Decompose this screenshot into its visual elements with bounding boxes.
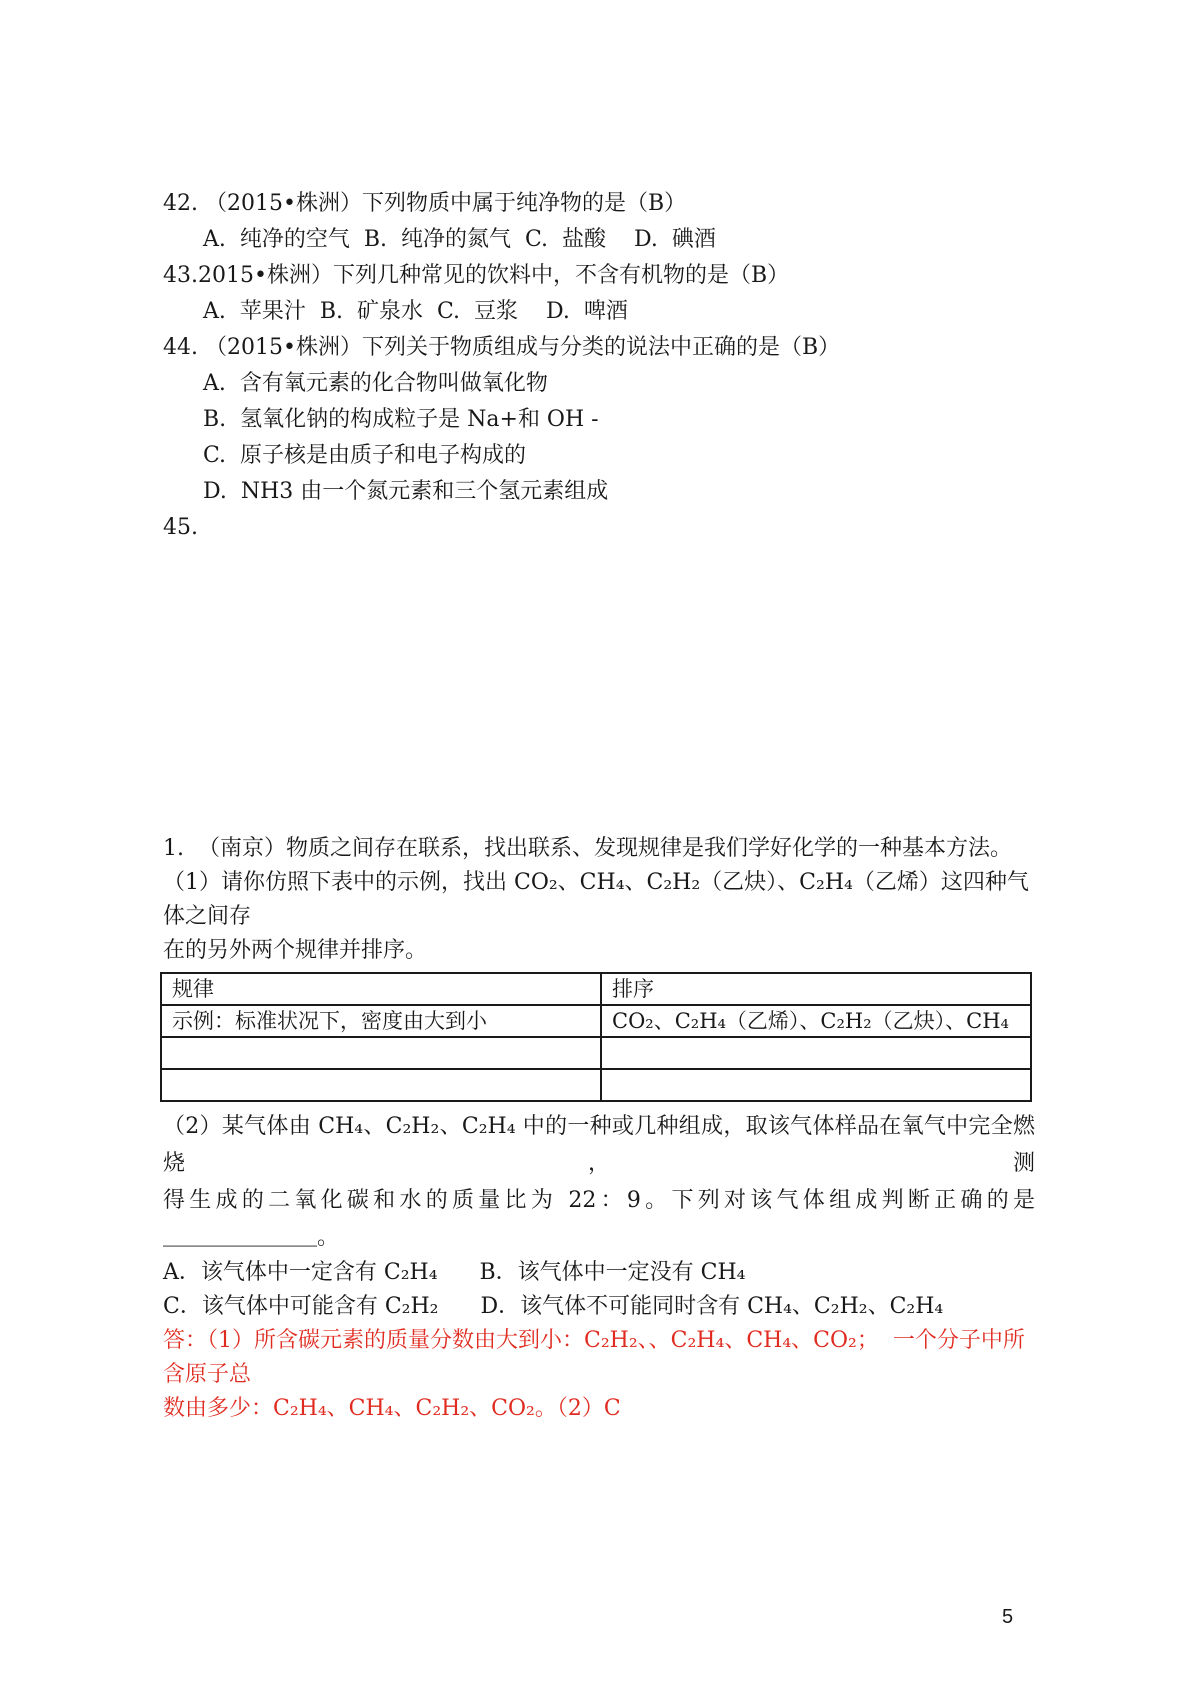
answer-line-1: 答：（1）所含碳元素的质量分数由大到小：C₂H₂、、C₂H₄、CH₄、CO₂； 一个分子中所含原子总 (163, 1328, 1025, 1387)
rules-table (160, 972, 1032, 1102)
table-cell-empty (601, 1037, 1031, 1069)
question-44-stem: 44. （2015•株洲）下列关于物质组成与分类的说法中正确的是（B） (163, 335, 841, 360)
table-row (161, 1005, 1031, 1037)
table-cell-empty (161, 1037, 601, 1069)
page-content (163, 186, 1035, 1426)
question-44-option-a: A. 含有氧元素的化合物叫做氧化物 (203, 371, 548, 396)
exercise-options-cd: C．该气体中可能含有 C₂H₂ D．该气体不可能同时含有 CH₄、C₂H₂、C₂H₄ (163, 1294, 944, 1319)
question-44-option-d: D. NH3 由一个氮元素和三个氢元素组成 (203, 479, 609, 504)
table-cell-example-order: CO₂、C₂H₄（乙烯）、C₂H₂（乙炔）、CH₄ (601, 1005, 1031, 1037)
table-row (161, 1037, 1031, 1069)
question-45-stem: 45. (163, 515, 198, 540)
table-header-order: 排序 (601, 973, 1031, 1005)
question-42-options: A. 纯净的空气 B. 纯净的氮气 C. 盐酸 D. 碘酒 (203, 227, 716, 252)
table-cell-empty (161, 1069, 601, 1101)
question-44-option-b: B. 氢氧化钠的构成粒子是 Na+和 OH - (203, 407, 599, 432)
table-cell-example-rule: 示例：标准状况下，密度由大到小 (161, 1005, 601, 1037)
page-number: 5 (1002, 1606, 1014, 1628)
exercise-part2-line2: 得生成的二氧化碳和水的质量比为 22：9。下列对该气体组成判断正确的是 (163, 1188, 1035, 1213)
question-42-stem: 42. （2015•株洲）下列物质中属于纯净物的是（B） (163, 191, 687, 216)
table-header-row (161, 973, 1031, 1005)
question-43-options: A. 苹果汁 B. 矿泉水 C. 豆浆 D. 啤酒 (203, 299, 628, 324)
answer-line-2: 数由多少：C₂H₄、CH₄、C₂H₂、CO₂。（2）C (163, 1396, 621, 1421)
answer-blank-line: ＿＿＿＿＿＿＿。 (163, 1225, 340, 1250)
table-header-rule: 规律 (161, 973, 601, 1005)
blank-region (163, 546, 1035, 832)
exercise-part1-line1: （1）请你仿照下表中的示例，找出 CO₂、CH₄、C₂H₂（乙炔）、C₂H₄（乙烯）这四种气体之间存 (163, 870, 1029, 929)
table-row (161, 1069, 1031, 1101)
exercise-part1-line2: 在的另外两个规律并排序。 (163, 938, 428, 963)
question-44-option-c: C. 原子核是由质子和电子构成的 (203, 443, 527, 468)
exercise-options-ab: A．该气体中一定含有 C₂H₄ B．该气体中一定没有 CH₄ (163, 1260, 746, 1285)
table-cell-empty (601, 1069, 1031, 1101)
exercise-part2-line1: （2）某气体由 CH₄、C₂H₂、C₂H₄ 中的一种或几种组成，取该气体样品在氧气中完全燃烧，测 (163, 1114, 1035, 1176)
question-43-stem: 43.2015•株洲）下列几种常见的饮料中，不含有机物的是（B） (163, 263, 790, 288)
exercise-1-intro: 1. （南京）物质之间存在联系，找出联系、发现规律是我们学好化学的一种基本方法。 (163, 836, 1012, 861)
